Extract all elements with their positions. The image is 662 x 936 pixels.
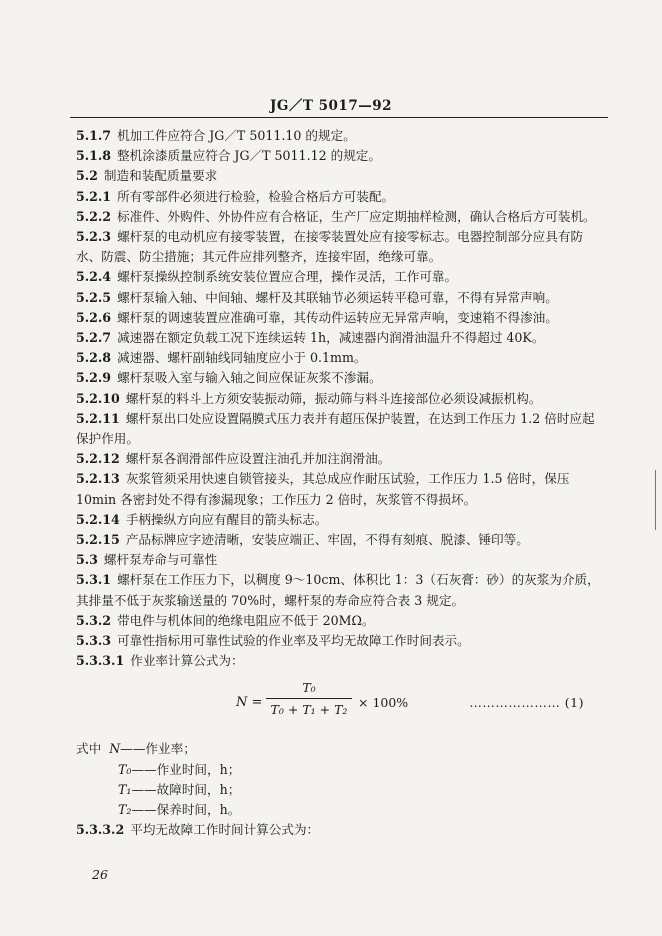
clause-number: 5.3.3.1 — [76, 653, 125, 669]
clause-number: 5.2.12 — [76, 451, 120, 467]
definition-desc: ——故障时间，h； — [131, 781, 241, 797]
clause-number: 5.3 — [76, 552, 98, 568]
clause-text: 螺杆泵的调速装置应准确可靠，其传动件运转应无异常声响，变速箱不得渗油。 — [117, 309, 558, 325]
clause-number: 5.2.14 — [76, 511, 120, 527]
clause-text: 制造和装配质量要求 — [103, 168, 218, 184]
clause-list — [76, 126, 602, 671]
clause-text: 螺杆泵出口处应设置隔膜式压力表并有超压保护装置，在达到工作压力 1.2 倍时应起保护作用。 — [76, 410, 595, 447]
clause-5-3-3-1 — [76, 651, 602, 671]
clause-5-3-3 — [76, 631, 602, 651]
clause-text: 可靠性指标用可靠性试验的作业率及平均无故障工作时间表示。 — [117, 633, 470, 649]
clause-text: 机加工件应符合 JG／T 5011.10 的规定。 — [117, 128, 356, 143]
clause-5-2-3 — [76, 227, 602, 267]
definition-symbol: T₀ — [118, 761, 132, 777]
clause-5-3-3-2 — [76, 820, 602, 840]
clause-text: 平均无故障工作时间计算公式为： — [130, 822, 320, 838]
clause-text: 螺杆泵吸入室与输入轴之间应保证灰浆不渗漏。 — [117, 370, 382, 386]
equation-number: ………………… (1) — [469, 695, 584, 711]
clause-text: 整机涂漆质量应符合 JG／T 5011.12 的规定。 — [117, 148, 381, 164]
clause-text: 螺杆泵操纵控制系统安装位置应合理，操作灵活，工作可靠。 — [117, 269, 458, 285]
clause-5-2-14 — [76, 510, 602, 530]
clause-number: 5.3.1 — [76, 572, 112, 588]
page-header: JG／T 5017—92 — [269, 98, 393, 114]
definition-row-0 — [76, 739, 602, 759]
clause-number: 5.2 — [76, 168, 98, 184]
clause-number: 5.2.10 — [76, 390, 120, 406]
document-body — [76, 126, 602, 841]
clause-5-2-11 — [76, 409, 602, 449]
clause-text: 螺杆泵在工作压力下，以稠度 9～10cm、体积比 1：3（石灰膏：砂）的灰浆为介质，其排量不低于灰浆输送量的 70%时，螺杆泵的寿命应符合表 3 规定。 — [76, 572, 600, 608]
definition-symbol: T₂ — [118, 802, 132, 818]
clause-number: 5.2.4 — [76, 269, 112, 285]
clause-text: 手柄操纵方向应有醒目的箭头标志。 — [125, 511, 328, 527]
formula-numerator: T₀ — [302, 680, 316, 696]
definition-symbol: T₁ — [118, 781, 132, 797]
formula-lhs: N = — [236, 695, 263, 711]
clause-text: 螺杆泵各润滑部件应设置注油孔并加注润滑油。 — [125, 451, 391, 467]
clause-text: 减速器在额定负载工况下连续运转 1h，减速器内润滑油温升不得超过 40K。 — [117, 330, 545, 346]
header-rule — [70, 117, 608, 118]
clause-number: 5.2.6 — [76, 309, 112, 325]
clause-5-2-5 — [76, 288, 602, 308]
clause-text: 作业率计算公式为： — [130, 653, 244, 669]
clause-5-2-12 — [76, 449, 602, 469]
clause-text: 标准件、外购件、外协件应有合格证，生产厂应定期抽样检测，确认合格后方可装机。 — [117, 208, 596, 224]
scan-margin-mark — [655, 470, 656, 530]
definition-desc: ——保养时间，h。 — [131, 802, 241, 818]
clause-number: 5.3.2 — [76, 612, 112, 628]
clause-text: 螺杆泵寿命与可靠性 — [103, 552, 218, 568]
clause-5-2-8 — [76, 348, 602, 368]
clause-text: 产品标牌应字迹清晰，安装应端正、牢固，不得有刻痕、脱漆、锤印等。 — [125, 532, 529, 548]
definition-symbol: N — [109, 741, 121, 757]
definitions-lead: 式中 — [76, 741, 102, 757]
fraction-bar — [266, 698, 352, 699]
clause-number: 5.2.7 — [76, 330, 112, 346]
clause-number: 5.2.3 — [76, 229, 112, 245]
formula-multiplier: × 100% — [358, 695, 409, 711]
clause-number: 5.2.5 — [76, 289, 112, 305]
clause-5-2 — [76, 166, 602, 186]
clause-5-2-13 — [76, 469, 602, 509]
clause-number: 5.2.15 — [76, 532, 120, 548]
clause-5-3-2 — [76, 611, 602, 631]
clause-text: 螺杆泵的料斗上方须安装振动筛，振动筛与料斗连接部位必须设减振机构。 — [125, 390, 542, 406]
clause-5-2-10 — [76, 389, 602, 409]
definition-desc: ——作业率； — [120, 741, 196, 757]
clause-text: 带电件与机体间的绝缘电阻应不低于 20MΩ。 — [117, 612, 375, 628]
clause-5-2-9 — [76, 368, 602, 388]
definition-row-2 — [76, 780, 602, 800]
formula-denominator: T₀ + T₁ + T₂ — [270, 702, 348, 718]
clause-number: 5.2.13 — [76, 471, 120, 487]
clause-5-2-15 — [76, 530, 602, 550]
formula-1 — [76, 679, 602, 729]
clause-5-2-1 — [76, 187, 602, 207]
clause-5-2-7 — [76, 328, 602, 348]
clause-number: 5.2.9 — [76, 370, 112, 386]
clause-text: 所有零部件必须进行检验，检验合格后方可装配。 — [117, 188, 395, 204]
clause-5-2-2 — [76, 207, 602, 227]
clause-number: 5.3.3.2 — [76, 822, 125, 838]
clause-5-1-7 — [76, 126, 602, 146]
clause-text: 螺杆泵输入轴、中间轴、螺杆及其联轴节必须运转平稳可靠，不得有异常声响。 — [117, 289, 558, 305]
clause-text: 螺杆泵的电动机应有接零装置，在接零装置处应有接零标志。电器控制部分应具有防水、防震、防尘措施；其元件应排列整齐，连接牢固，绝缘可靠。 — [76, 229, 584, 265]
clause-text: 灰浆管须采用快速自锁管接头，其总成应作耐压试验，工作压力 1.5 倍时，保压 10min 各密封处不得有渗漏现象；工作压力 2 倍时，灰浆管不得损坏。 — [76, 471, 570, 507]
clause-5-2-6 — [76, 308, 602, 328]
clause-5-3 — [76, 550, 602, 570]
clause-5-2-4 — [76, 267, 602, 287]
clause-number: 5.2.11 — [76, 410, 120, 426]
page-number: 26 — [92, 867, 108, 882]
clause-number: 5.2.2 — [76, 208, 112, 224]
clause-number: 5.1.7 — [76, 128, 112, 143]
definition-row-1 — [76, 760, 602, 780]
formula-fraction — [266, 679, 352, 719]
definition-desc: ——作业时间，h； — [131, 761, 241, 777]
clause-number: 5.1.8 — [76, 148, 112, 164]
definition-row-3 — [76, 800, 602, 820]
clause-number: 5.3.3 — [76, 633, 112, 649]
definitions — [76, 739, 602, 820]
clause-5-1-8 — [76, 146, 602, 166]
clause-text: 减速器、螺杆副轴线同轴度应小于 0.1mm。 — [117, 350, 367, 366]
clause-number: 5.2.8 — [76, 350, 112, 366]
clause-5-3-1 — [76, 570, 602, 610]
clause-number: 5.2.1 — [76, 188, 112, 204]
